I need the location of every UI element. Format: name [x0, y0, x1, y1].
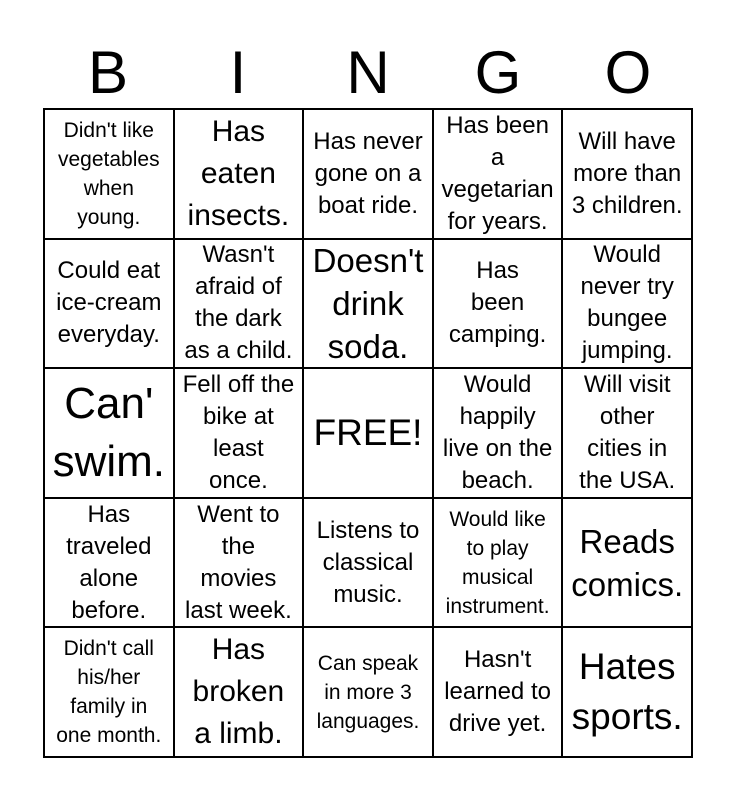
bingo-cell[interactable]	[174, 239, 304, 369]
header-letter-g: G	[474, 39, 522, 106]
cell-text: Hates sports.	[571, 646, 683, 738]
cell-text: Reads comics.	[571, 522, 684, 603]
free-cell[interactable]	[303, 368, 433, 498]
cell-text: Doesn't drink soda.	[312, 241, 424, 365]
bingo-cell[interactable]	[562, 109, 692, 239]
bingo-cell[interactable]	[562, 627, 692, 757]
bingo-cell[interactable]	[44, 109, 174, 239]
bingo-cell[interactable]	[303, 239, 433, 369]
bingo-cell[interactable]	[303, 109, 433, 239]
bingo-cell[interactable]	[303, 498, 433, 628]
bingo-cell[interactable]	[433, 627, 563, 757]
bingo-cell[interactable]	[174, 109, 304, 239]
cell-text: Has been a vegetarian for years.	[441, 111, 554, 235]
bingo-cell[interactable]	[44, 627, 174, 757]
bingo-cell[interactable]	[174, 368, 304, 498]
cell-text: Hasn't learned to drive yet.	[444, 646, 551, 738]
cell-text: Has eaten insects.	[187, 114, 290, 232]
cell-text: Would happily live on the beach.	[442, 371, 553, 494]
bingo-cell[interactable]	[433, 109, 563, 239]
bingo-cell[interactable]	[44, 239, 174, 369]
bingo-cell[interactable]	[303, 627, 433, 757]
cell-text: Has traveled alone before.	[66, 500, 152, 624]
cell-text: Didn't like vegetables when young.	[58, 118, 160, 229]
bingo-cell[interactable]	[44, 368, 174, 498]
cell-text: Will have more than 3 children.	[571, 127, 683, 219]
cell-text: Listens to classical music.	[316, 516, 420, 608]
header-letter-o: O	[604, 39, 652, 106]
cell-text: Can speak in more 3 languages.	[316, 651, 420, 733]
header-letter-n: N	[346, 39, 390, 106]
bingo-header	[43, 38, 693, 108]
cell-text: Would like to play musical instrument.	[445, 507, 550, 618]
cell-text: Fell off the bike at least once.	[182, 371, 295, 494]
cell-text: Went to the movies last week.	[185, 500, 292, 624]
bingo-cell[interactable]	[562, 239, 692, 369]
bingo-cell[interactable]	[44, 498, 174, 628]
bingo-cell[interactable]	[562, 368, 692, 498]
cell-text: Has been camping.	[448, 257, 547, 349]
cell-text: Has broken a limb.	[192, 633, 285, 751]
bingo-cell[interactable]	[433, 239, 563, 369]
header-letter-i: I	[229, 39, 247, 106]
cell-text: Didn't call his/her family in one month.	[56, 637, 162, 748]
cell-text: Has never gone on a boat ride.	[313, 127, 423, 219]
cell-text: Can' swim.	[52, 378, 166, 486]
cell-text: FREE!	[313, 411, 423, 453]
bingo-cell[interactable]	[433, 498, 563, 628]
bingo-cell[interactable]	[174, 498, 304, 628]
cell-text: Would never try bungee jumping.	[580, 241, 674, 365]
cell-text: Could eat ice-cream everyday.	[56, 257, 162, 349]
bingo-grid	[43, 108, 693, 758]
header-letter-b: B	[87, 39, 129, 106]
cell-text: Will visit other cities in the USA.	[579, 371, 676, 494]
cell-text: Wasn't afraid of the dark as a child.	[184, 241, 293, 365]
bingo-cell[interactable]	[433, 368, 563, 498]
bingo-cell[interactable]	[174, 627, 304, 757]
bingo-cell[interactable]	[562, 498, 692, 628]
